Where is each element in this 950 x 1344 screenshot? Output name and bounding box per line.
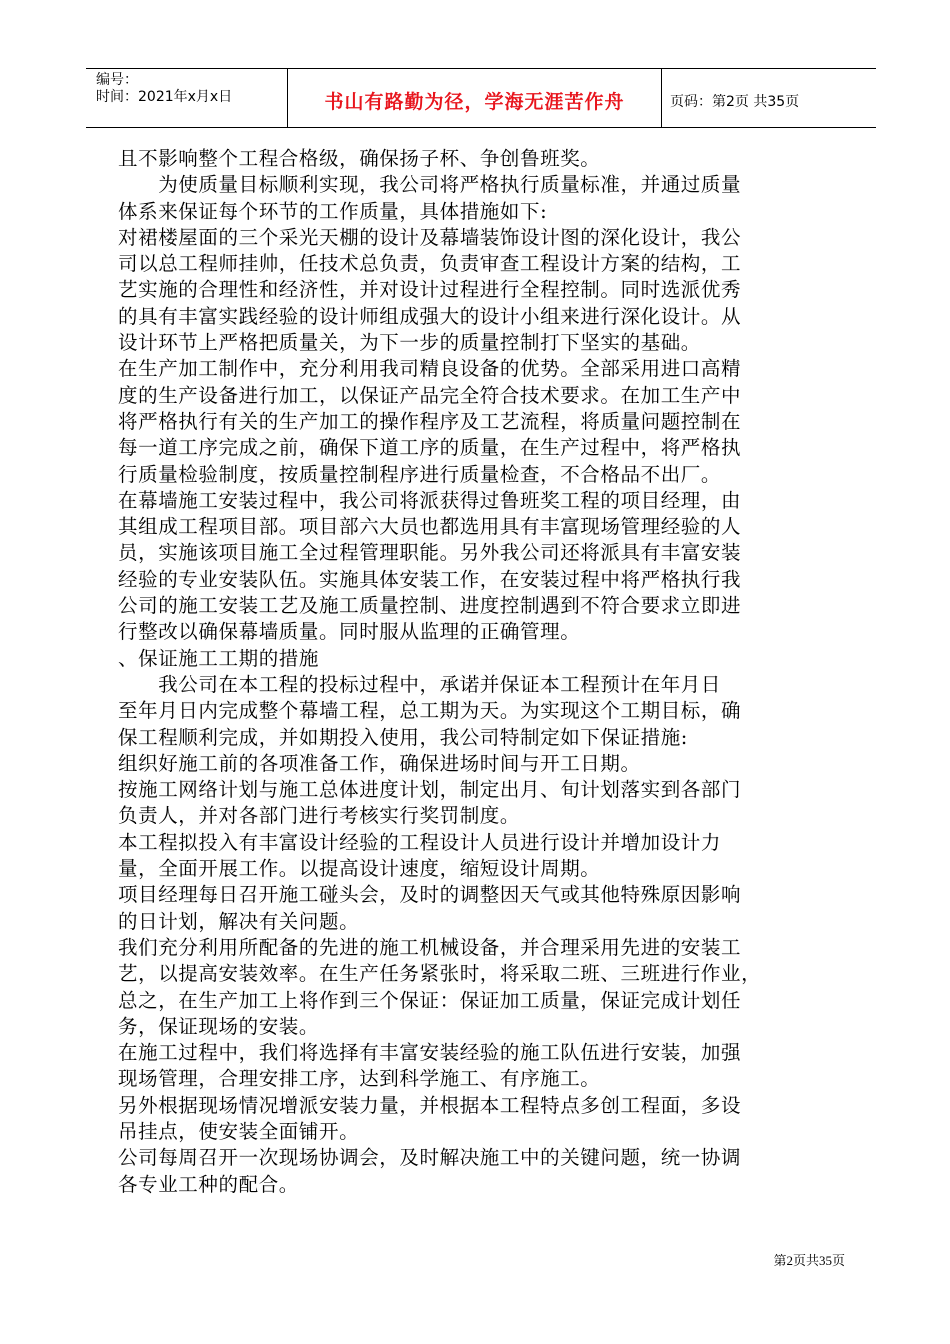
body-text-line: 现场管理，合理安排工序，达到科学施工、有序施工。 (118, 1067, 601, 1091)
body-text-line: 度的生产设备进行加工，以保证产品完全符合技术要求。在加工生产中 (118, 383, 742, 407)
header-meta (86, 69, 288, 127)
body-text-line: 公司每周召开一次现场协调会，及时解决施工中的关键问题，统一协调 (118, 1146, 742, 1170)
body-text-line: 总之，在生产加工上将作到三个保证：保证加工质量，保证完成计划任 (118, 988, 742, 1012)
body-text-line: 经验的专业安装队伍。实施具体安装工作，在安装过程中将严格执行我 (118, 567, 742, 591)
body-text-line: 行整改以确保幕墙质量。同时服从监理的正确管理。 (118, 620, 581, 644)
body-text-line: 至年月日内完成整个幕墙工程，总工期为天。为实现这个工期目标，确 (118, 699, 742, 723)
body-text-line: 的具有丰富实践经验的设计师组成强大的设计小组来进行深化设计。从 (118, 304, 742, 328)
body-text-line: 本工程拟投入有丰富设计经验的工程设计人员进行设计并增加设计力 (118, 830, 722, 854)
body-text-line: 我公司在本工程的投标过程中，承诺并保证本工程预计在年月日 (118, 672, 722, 696)
body-text-line: 我们充分利用所配备的先进的施工机械设备，并合理采用先进的安装工 (118, 935, 742, 959)
body-text-line: 各专业工种的配合。 (118, 1172, 299, 1196)
body-text-line: 公司的施工安装工艺及施工质量控制、进度控制遇到不符合要求立即进 (118, 594, 742, 618)
body-text-line: 司以总工程师挂帅，任技术总负责，负责审查工程设计方案的结构，工 (118, 252, 742, 276)
body-text-line: 员，实施该项目施工全过程管理职能。另外我公司还将派具有丰富安装 (118, 541, 742, 565)
body-text-line: 组织好施工前的各项准备工作，确保进场时间与开工日期。 (118, 751, 641, 775)
body-text-line: 项目经理每日召开施工碰头会，及时的调整因天气或其他特殊原因影响 (118, 883, 742, 907)
document-body (118, 146, 858, 1198)
body-text-line: 每一道工序完成之前，确保下道工序的质量，在生产过程中，将严格执 (118, 436, 742, 460)
body-text-line: 在幕墙施工安装过程中，我公司将派获得过鲁班奖工程的项目经理，由 (118, 488, 742, 512)
document-number-label: 编号： (96, 72, 138, 88)
body-text-line: 保工程顺利完成，并如期投入使用，我公司特制定如下保证措施: (118, 725, 688, 749)
body-text-line: 对裙楼屋面的三个采光天棚的设计及幕墙装饰设计图的深化设计，我公 (118, 225, 742, 249)
body-text-line: 在施工过程中，我们将选择有丰富安装经验的施工队伍进行安装，加强 (118, 1041, 742, 1065)
body-text-line: 将严格执行有关的生产加工的操作程序及工艺流程，将质量问题控制在 (118, 409, 742, 433)
body-text-line: 设计环节上严格把质量关，为下一步的质量控制打下坚实的基础。 (118, 331, 701, 355)
body-text-line: 的日计划，解决有关问题。 (118, 909, 360, 933)
body-text-line: 其组成工程项目部。项目部六大员也都选用具有丰富现场管理经验的人 (118, 515, 742, 539)
body-text-line: 量，全面开展工作。以提高设计速度，缩短设计周期。 (118, 857, 601, 881)
body-text-line: 行质量检验制度，按质量控制程序进行质量检查，不合格品不出厂。 (118, 462, 722, 486)
body-text-line: 体系来保证每个环节的工作质量，具体措施如下: (118, 199, 548, 223)
body-text-line: 务，保证现场的安装。 (118, 1014, 320, 1038)
body-text-line: 吊挂点，使安装全面铺开。 (118, 1119, 360, 1143)
body-text-line: 艺实施的合理性和经济性，并对设计过程进行全程控制。同时选派优秀 (118, 278, 742, 302)
body-text-line: 为使质量目标顺利实现，我公司将严格执行质量标准，并通过质量 (118, 173, 742, 197)
header-motto: 书山有路勤为径，学海无涯苦作舟 (288, 69, 662, 127)
footer-page-number: 第2页共35页 (773, 1253, 845, 1268)
body-text-line: 负责人，并对各部门进行考核实行奖罚制度。 (118, 804, 521, 828)
body-text-line: 艺，以提高安装效率。在生产任务紧张时，将采取二班、三班进行作业， (118, 962, 762, 986)
body-text-line: 且不影响整个工程合格级，确保扬子杯、争创鲁班奖。 (118, 147, 601, 170)
body-text-line: 、保证施工工期的措施 (118, 646, 320, 670)
document-time-label: 时间：2021年x月x日 (96, 89, 233, 105)
body-text-line: 另外根据现场情况增派安装力量，并根据本工程特点多创工程面，多设 (118, 1093, 742, 1117)
header-page-number: 页码：第2页 共35页 (670, 94, 800, 110)
page-header (86, 68, 876, 128)
body-text-line: 在生产加工制作中，充分利用我司精良设备的优势。全部采用进口高精 (118, 357, 742, 381)
body-text-line: 按施工网络计划与施工总体进度计划，制定出月、旬计划落实到各部门 (118, 778, 742, 802)
